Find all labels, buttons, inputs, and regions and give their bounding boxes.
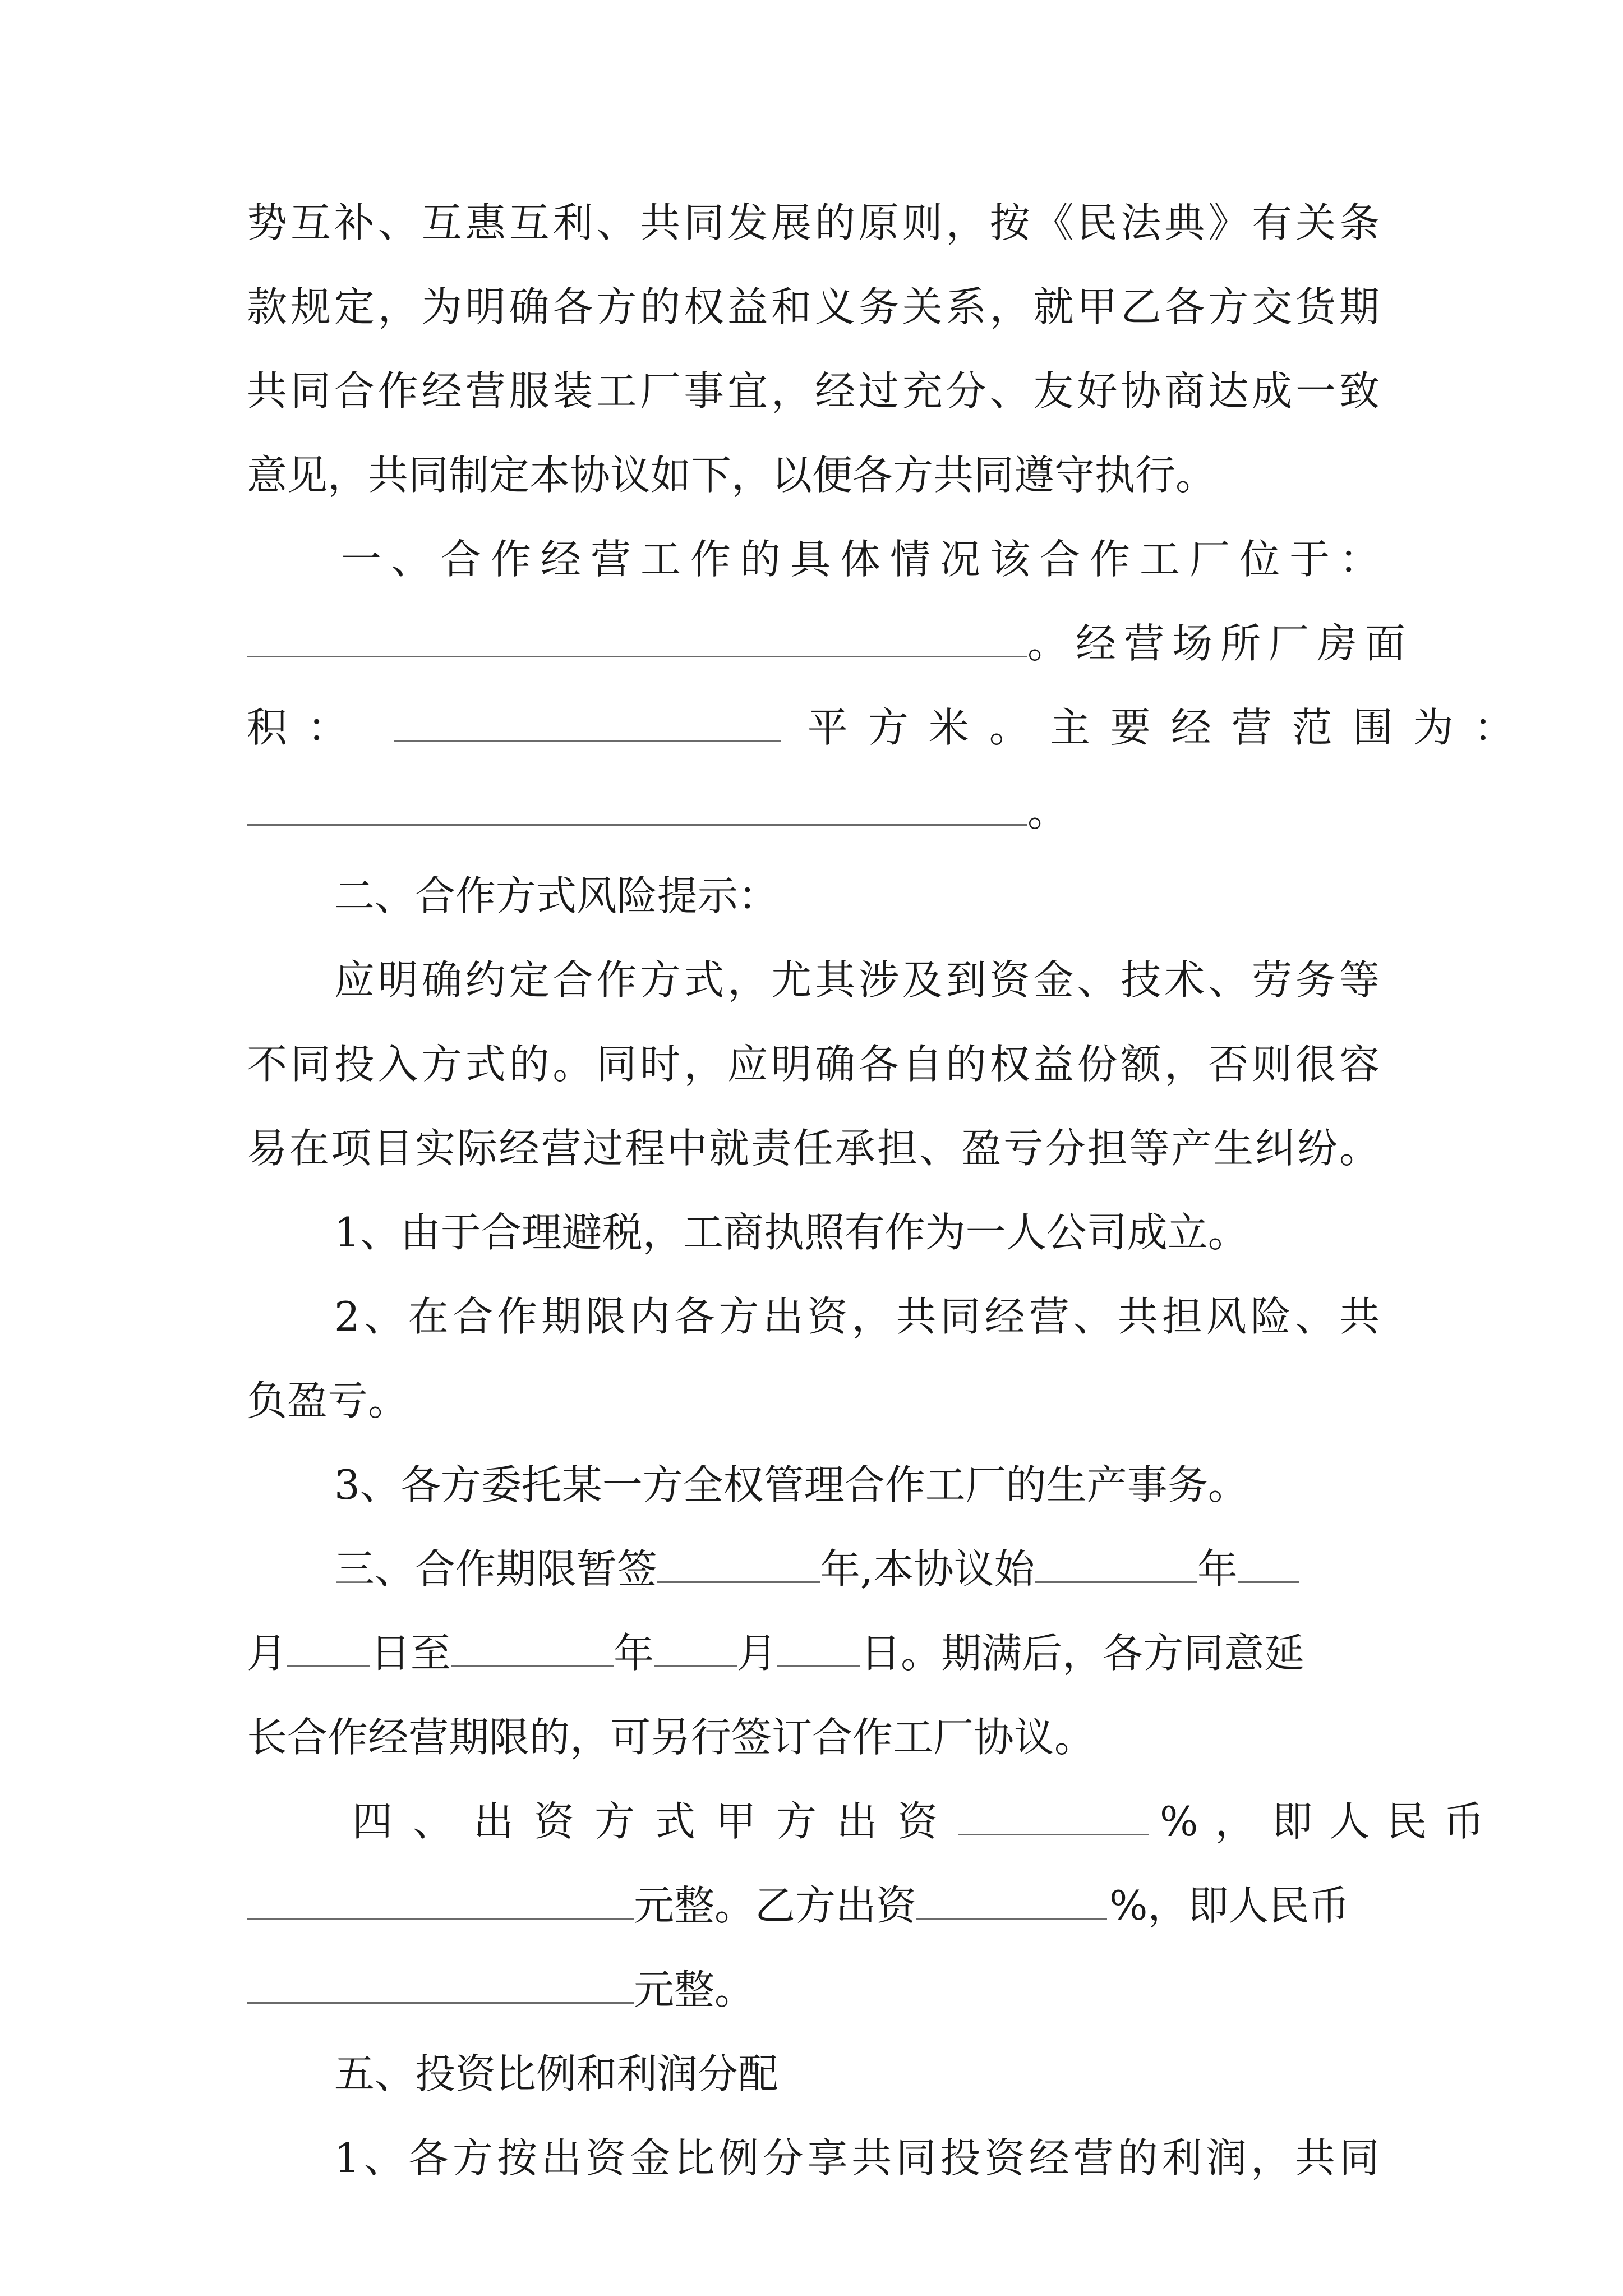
fill-blank-term-years[interactable] — [657, 1549, 820, 1583]
text-span: 年 — [614, 1630, 654, 1677]
section-heading-5: 五、投资比例和利润分配 — [334, 2050, 779, 2097]
text-span: 元整。乙方出资 — [634, 1882, 917, 1929]
paragraph-line: 意见，共同制定本协议如下，以便各方共同遵守执行。 — [247, 452, 1216, 499]
paragraph-line: 势互补、互惠互利、共同发展的原则，按《民法典》有关条 — [247, 199, 1380, 246]
fill-blank-scope[interactable] — [247, 792, 1027, 826]
fill-blank-area[interactable] — [394, 707, 781, 742]
section-heading-3 — [334, 1527, 1380, 1611]
list-item: 1、由于合理避税，工商执照有作为一人公司成立。 — [334, 1209, 1248, 1256]
paragraph-line: 长合作经营期限的，可另行签订合作工厂协议。 — [247, 1714, 1095, 1761]
text-span: 日。期满后，各方同意延 — [860, 1630, 1305, 1677]
fill-blank-end-year[interactable] — [451, 1633, 614, 1667]
fill-blank-start-year[interactable] — [1035, 1549, 1197, 1583]
text-span: 三、合作期限暂签 — [334, 1545, 658, 1593]
text-span: 年 — [1197, 1545, 1238, 1593]
fill-blank-party-b-percent[interactable] — [916, 1885, 1107, 1920]
fill-blank-party-a-amount[interactable] — [247, 1885, 634, 1920]
text-span: 元整。 — [634, 1966, 755, 2013]
text-span: 积： — [247, 704, 368, 751]
paragraph-line: 应明确约定合作方式，尤其涉及到资金、技术、劳务等 — [334, 956, 1380, 1004]
section-heading-2: 二、合作方式风险提示： — [334, 872, 779, 919]
fill-blank-start-day[interactable] — [287, 1633, 370, 1667]
paragraph-line — [247, 1864, 1380, 1948]
text-span: 年,本协议始 — [820, 1545, 1035, 1593]
text-span: 。 — [1027, 788, 1068, 835]
paragraph-line — [247, 601, 1414, 685]
fill-blank-party-b-amount[interactable] — [247, 1970, 634, 2004]
paragraph-line: 负盈亏。 — [247, 1377, 409, 1424]
list-item: 2、在合作期限内各方出资，共同经营、共担风险、共 — [334, 1293, 1380, 1340]
paragraph-line: 款规定，为明确各方的权益和义务关系，就甲乙各方交货期 — [247, 283, 1380, 330]
text-span: 月 — [737, 1630, 778, 1677]
text-span: 平方米。主要经营范围为： — [807, 704, 1534, 751]
paragraph-line: 共同合作经营服装工厂事宜，经过充分、友好协商达成一致 — [247, 367, 1380, 415]
fill-blank-party-a-percent[interactable] — [958, 1801, 1149, 1835]
paragraph-line — [247, 1611, 1380, 1695]
text-span: 月 — [247, 1630, 288, 1677]
text-span: %，即人民币 — [1160, 1798, 1501, 1845]
text-span: 。经营场所厂房面 — [1027, 620, 1414, 667]
fill-blank-start-month[interactable] — [1238, 1549, 1299, 1583]
text-span: 四、出资方式甲方出资 — [352, 1798, 958, 1845]
paragraph-line: 不同投入方式的。同时，应明确各自的权益份额，否则很容 — [247, 1041, 1380, 1088]
text-span: 日至 — [370, 1630, 451, 1677]
text-span: %，即人民币 — [1109, 1882, 1350, 1929]
list-item: 1、各方按出资金比例分享共同投资经营的利润，共同 — [334, 2134, 1380, 2182]
fill-blank-location[interactable] — [247, 623, 1027, 657]
section-heading-1: 一、合作经营工作的具体情况该合作工厂位于： — [341, 536, 1380, 583]
fill-blank-end-day[interactable] — [777, 1633, 860, 1667]
paragraph-line — [247, 1948, 1380, 2032]
section-heading-4 — [352, 1779, 1501, 1864]
paragraph-line — [247, 685, 1534, 770]
fill-blank-end-month[interactable] — [654, 1633, 737, 1667]
paragraph-line: 易在项目实际经营过程中就责任承担、盈亏分担等产生纠纷。 — [247, 1125, 1380, 1172]
paragraph-line — [247, 770, 1380, 854]
list-item: 3、各方委托某一方全权管理合作工厂的生产事务。 — [334, 1461, 1248, 1508]
